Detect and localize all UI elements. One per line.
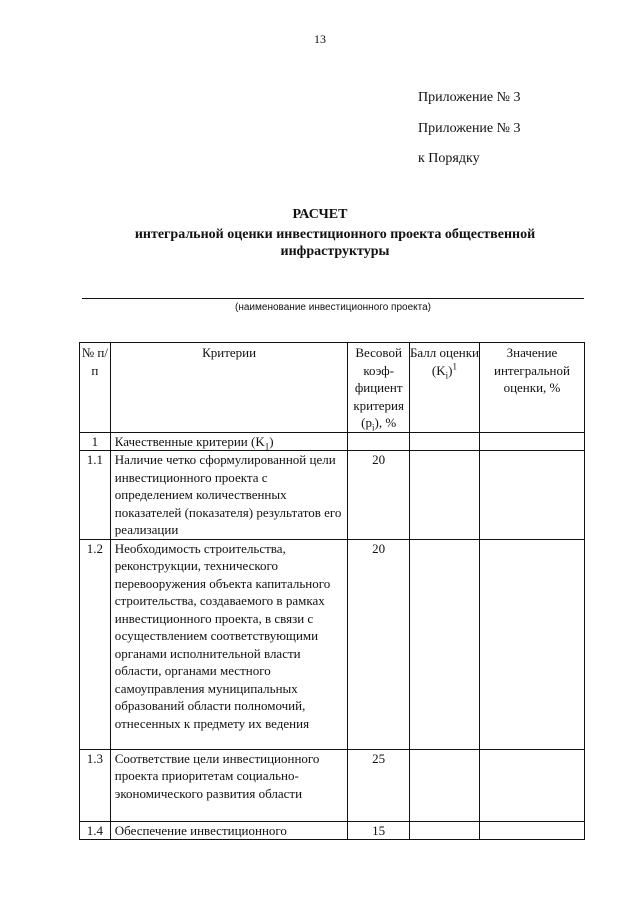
row-weight: 20	[348, 539, 410, 749]
row-num: 1.1	[80, 451, 111, 540]
row-value	[479, 451, 584, 540]
table-row	[80, 821, 585, 840]
row-criteria: Наличие четко сформулированной цели инвестиционного проекта с определением количественных показателей (показателя) результатов его реализации	[110, 451, 348, 540]
row-weight: 15	[348, 821, 410, 840]
header-value: Значение интегральной оценки, %	[479, 343, 584, 433]
row-num: 1.2	[80, 539, 111, 749]
row-num: 1	[80, 432, 111, 451]
appendix-line-2: Приложение № 3	[418, 121, 521, 136]
row-value	[479, 749, 584, 821]
document-subtitle: интегральной оценки инвестиционного проекта общественной инфраструктуры	[134, 227, 536, 259]
row-score	[409, 821, 479, 840]
project-name-caption: (наименование инвестиционного проекта)	[235, 302, 431, 313]
header-criteria: Критерии	[110, 343, 348, 433]
header-score: Балл оценки $(K_i)^1$	[409, 343, 479, 433]
row-value	[479, 821, 584, 840]
row-num: 1.4	[80, 821, 111, 840]
table-row	[80, 749, 585, 821]
header-weight: Весовой коэф-фициент критерия $(p_i)$, %	[348, 343, 410, 433]
row-score	[409, 539, 479, 749]
row-weight: 25	[348, 749, 410, 821]
row-weight	[348, 432, 410, 451]
header-num: № п/п	[80, 343, 111, 433]
row-criteria: Качественные критерии $(K_1)$	[110, 432, 348, 451]
row-score	[409, 432, 479, 451]
project-name-line	[82, 298, 584, 299]
row-num: 1.3	[80, 749, 111, 821]
row-weight: 20	[348, 451, 410, 540]
table-row	[80, 539, 585, 749]
document-title: РАСЧЕТ	[292, 207, 348, 222]
row-criteria: Обеспечение инвестиционного	[110, 821, 348, 840]
row-criteria: Необходимость строительства, реконструкции, технического перевооружения объекта капитального строительства, создаваемого в рамках инвестиционного проекта, в связи с осуществлением соответствующими органами исполнительной власти области, органами местного самоуправления муниципальных образований области полномочий, отнесенных к предмету их ведения	[110, 539, 348, 749]
table-row	[80, 432, 585, 451]
row-value	[479, 432, 584, 451]
row-criteria: Соответствие цели инвестиционного проекта приоритетам социально-экономического развития области	[110, 749, 348, 821]
appendix-line-1: Приложение № 3	[418, 90, 521, 105]
table-row	[80, 451, 585, 540]
appendix-line-3: к Порядку	[418, 151, 480, 166]
row-score	[409, 451, 479, 540]
calculation-table	[79, 342, 585, 840]
page-number: 13	[314, 32, 326, 46]
row-score	[409, 749, 479, 821]
table-header-row	[80, 343, 585, 433]
row-value	[479, 539, 584, 749]
